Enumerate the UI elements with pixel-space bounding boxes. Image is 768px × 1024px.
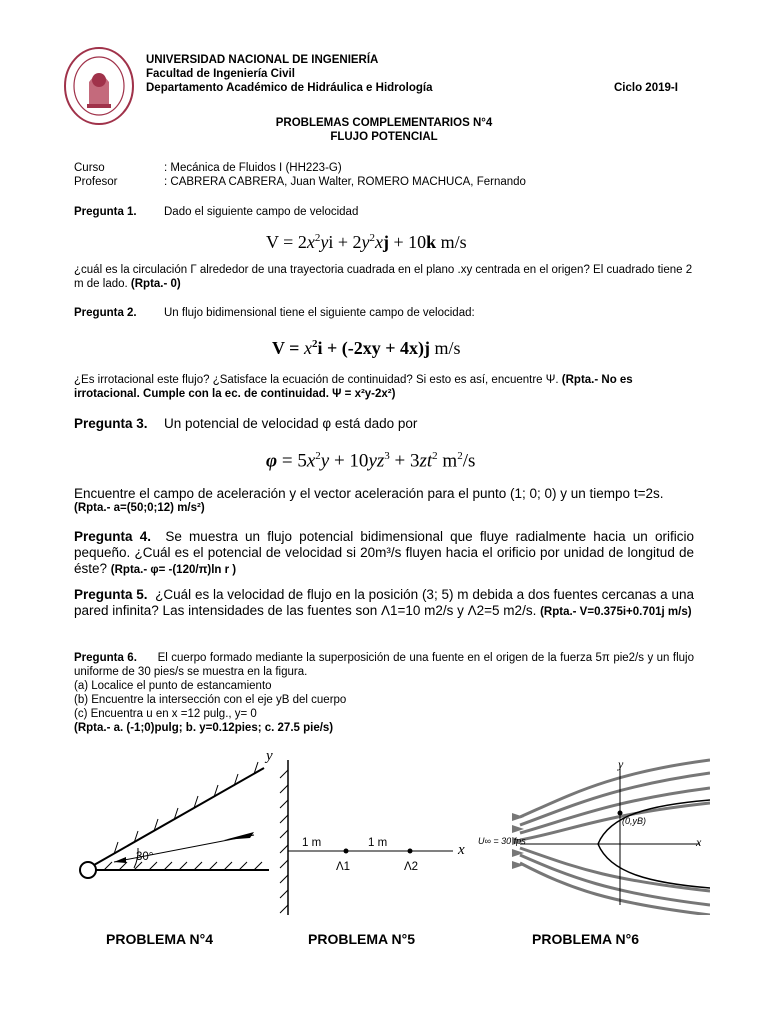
- q6-text: Pregunta 6. El cuerpo formado mediante la superposición de una fuente en el origen de la fuerza 5π pie2/s y un flujo uniforme de 30 pies/s se muestra en la figura.: [74, 652, 694, 678]
- q2-label: Pregunta 2.: [74, 307, 137, 319]
- q5-label: Pregunta 5.: [74, 587, 148, 602]
- q3-intro: Un potencial de velocidad φ está dado por: [164, 416, 418, 431]
- figure-problem-5: [258, 750, 478, 920]
- q6-answer: (Rpta.- a. (-1;0)pulg; b. y=0.12pies; c. 27.5 pie/s): [74, 722, 334, 734]
- q1-label: Pregunta 1.: [74, 206, 137, 218]
- fig5-lambda-2: Λ2: [404, 861, 419, 873]
- doc-subtitle: FLUJO POTENCIAL: [330, 131, 438, 143]
- course-value: : Mecánica de Fluidos I (HH223-G): [164, 162, 342, 174]
- q1-equation: $V = 2x^2yi + 2y^2xj + 10k$ m/s: [266, 232, 467, 252]
- q2-answer: (Rpta.- No es irrotacional. Cumple con la ec. de continuidad. Ψ = x²y-2x²): [74, 374, 633, 400]
- q3-text: Encuentre el campo de aceleración y el vector aceleración para el punto (1; 0; 0) y un tiempo t=2s.: [74, 486, 664, 501]
- university-name: UNIVERSIDAD NACIONAL DE INGENIERÍA: [146, 54, 379, 66]
- figure-problem-6: [490, 755, 710, 915]
- fig6-uinf-label: U∞ = 30 fps: [478, 836, 526, 846]
- faculty-name: Facultad de Ingeniería Civil: [146, 68, 295, 80]
- fig5-dist-2: 1 m: [368, 837, 388, 849]
- fig6-y-axis: y: [618, 757, 624, 771]
- fig5-lambda-1: Λ1: [336, 861, 351, 873]
- q6-label: Pregunta 6.: [74, 652, 137, 664]
- fig4-angle-label: 30°: [136, 851, 154, 863]
- course-label: Curso: [74, 162, 105, 174]
- q6-item-b: (b) Encuentre la intersección con el eje yB del cuerpo: [74, 694, 347, 706]
- fig5-dist-1: 1 m: [302, 837, 322, 849]
- q6-item-c: (c) Encuentra u en x =12 pulg., y= 0: [74, 708, 257, 720]
- fig6-x-axis: x: [696, 835, 702, 849]
- q4-answer: (Rpta.- φ= -(120/π)ln r ): [110, 564, 237, 576]
- cycle-label: Ciclo 2019-I: [614, 82, 678, 94]
- q4-text: Pregunta 4. Se muestra un flujo potencial bidimensional que fluye radialmente hacia un orificio pequeño. ¿Cuál es el potencial de velocidad si 20m³/s fluyen hacia el orificio por unidad de longitud de éste? (Rpta.- φ= -(120/π)ln r ): [74, 529, 694, 576]
- university-logo: [63, 46, 135, 126]
- q2-equation: $V = x^2i + (-2xy + 4x)j$ m/s: [272, 338, 461, 358]
- q2-text: ¿Es irrotacional este flujo? ¿Satisface la ecuación de continuidad? Si esto es así, encuentre Ψ. (Rpta.- No es irrotacional. Cumple con la ec. de continuidad. Ψ = x²y-2x²): [74, 374, 633, 400]
- q1-intro: Dado el siguiente campo de velocidad: [164, 206, 359, 218]
- fig6-point-label: (0,yB): [622, 816, 647, 826]
- fig5-x-axis: x: [458, 842, 465, 858]
- fig5-y-axis: y: [266, 748, 273, 764]
- q3-label: Pregunta 3.: [74, 416, 148, 431]
- q5-answer: (Rpta.- V=0.375i+0.701j m/s): [540, 606, 692, 618]
- professor-value: : CABRERA CABRERA, Juan Walter, ROMERO MACHUCA, Fernando: [164, 176, 526, 188]
- q3-answer: (Rpta.- a=(50;0;12) m/s²): [74, 502, 205, 514]
- q1-text: ¿cuál es la circulación Γ alrededor de una trayectoria cuadrada en el plano .xy centrada en el origen? El cuadrado tiene 2 m de lado. (Rpta.- 0): [74, 264, 693, 290]
- q2-intro: Un flujo bidimensional tiene el siguiente campo de velocidad:: [164, 307, 475, 319]
- figure-problem-4: [74, 760, 274, 890]
- doc-title: PROBLEMAS COMPLEMENTARIOS N°4: [275, 117, 493, 129]
- caption-problem-6: PROBLEMA N°6: [532, 931, 639, 947]
- department-name: Departamento Académico de Hidráulica e Hidrología: [146, 82, 433, 94]
- q3-equation: $\varphi = 5x^2y + 10yz^3 + 3zt^2$ $m^2/s$: [266, 450, 476, 472]
- q5-text: Pregunta 5. ¿Cuál es la velocidad de flujo en la posición (3; 5) m debida a dos fuentes cercanas a una pared infinita? Las intensidades de las fuentes son Λ1=10 m2/s y Λ2=5 m2/s. (Rpta.- V=0.375i+0.701j m/s): [74, 587, 694, 618]
- caption-problem-5: PROBLEMA N°5: [308, 931, 415, 947]
- caption-problem-4: PROBLEMA N°4: [106, 931, 213, 947]
- q4-label: Pregunta 4.: [74, 529, 151, 544]
- q6-item-a: (a) Localice el punto de estancamiento: [74, 680, 272, 692]
- professor-label: Profesor: [74, 176, 118, 188]
- q1-answer: (Rpta.- 0): [130, 278, 181, 290]
